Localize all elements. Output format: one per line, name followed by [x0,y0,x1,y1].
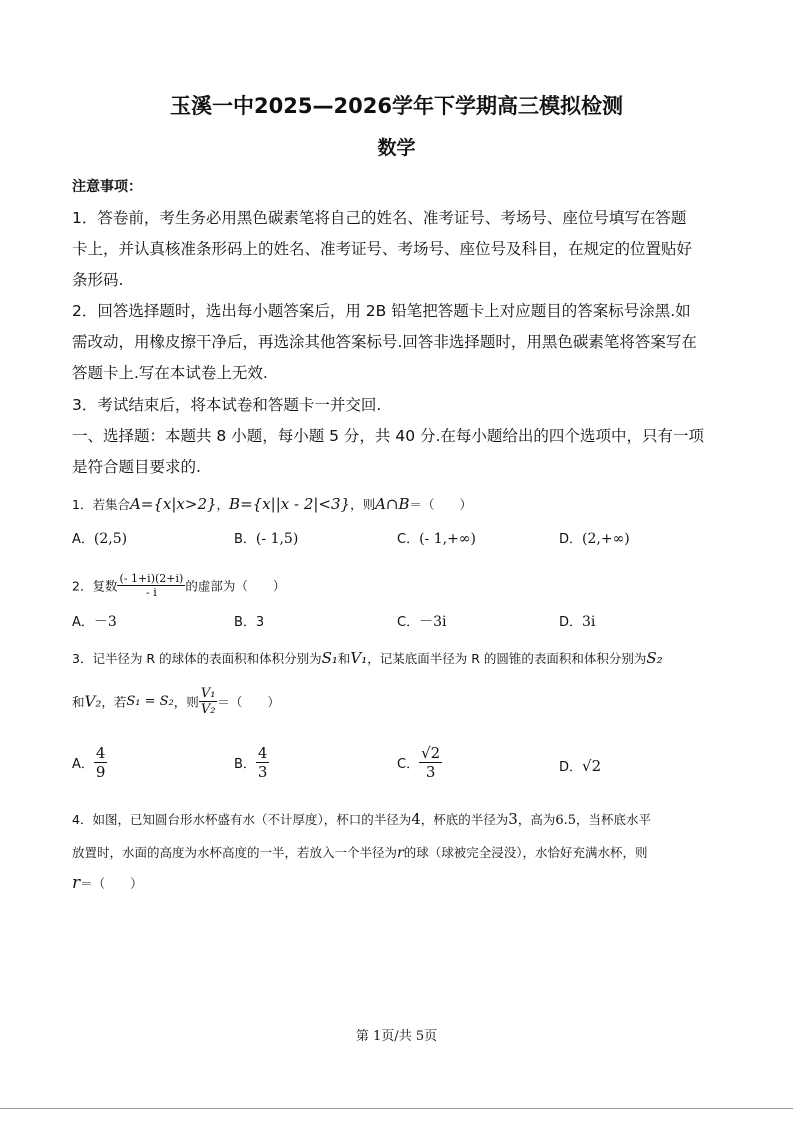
q1-set-b: B={x||x - 2|<3} [229,495,351,513]
q1-then: ，则 [350,497,376,512]
q4-ball-radius: r [397,845,404,861]
q3-ratio-fraction: $\frac{\text{V₁}}{\text{V₂}}$ [200,686,216,717]
q2-prefix: 2．复数 [72,578,118,594]
notice-item-2-line-1: 2．回答选择题时，选出每小题答案后，用 2B 铅笔把答题卡上对应题目的答案标号涂黑.如 [72,302,691,320]
section-heading-line-1: 一、选择题：本题共 8 小题，每小题 5 分，共 40 分.在每小题给出的四个选项中，只有一项 [72,427,704,445]
q1-expression: A∩B [375,495,410,513]
q2-suffix: 的虚部为（ ） [185,578,286,594]
q1-prefix: 1．若集合 [72,497,130,512]
q4-bottom-radius: 3 [508,810,518,828]
page-number: 第 1页/共 5页 [355,1029,438,1044]
question-2 [72,572,285,599]
question-4-line-1: 4．如图，已知圆台形水杯盛有水（不计厚度），杯口的半径为4，杯底的半径为3，高为6.5，当杯底水平 [72,810,652,828]
question-1 [72,495,472,513]
q4-top-radius: 4 [411,810,421,828]
q3-v1: V₁ [350,649,368,667]
q2-option-c: C．－3i [397,614,447,630]
q2-option-b: B．3 [234,615,265,630]
notice-item-1-line-2: 卡上，并认真核准条形码上的姓名、准考证号、考场号、座位号及科目，在规定的位置贴好 [72,240,693,258]
q3-option-d: D．√2 [559,757,602,775]
question-3-line-2: 和V₂，若S₁ = S₂，则 $\frac{\text{V₁}}{\text{V₂}}$ ＝（ ） [72,686,280,717]
notice-heading: 注意事项： [72,179,142,195]
q3-option-a: A． $\frac{4}{9}$ [72,744,106,781]
q2-option-d: D．3i [559,614,596,630]
q1-blank: ＝（ ） [409,497,473,512]
q3-s2: S₂ [646,649,663,667]
notice-item-1-line-3: 条形码. [72,271,124,289]
q3-option-c: C． $\frac{√2}{3}$ [397,744,441,781]
notice-item-2-line-3: 答题卡上.写在本试卷上无效. [72,364,268,382]
q3-v2: V₂ [84,692,102,711]
q3-option-b: B． $\frac{4}{3}$ [234,744,268,781]
q3-condition: S₁ = S₂ [126,694,174,709]
question-4-line-2: 放置时，水面的高度为水杯高度的一半，若放入一个半径为r的球（球被完全浸没），水恰好充满水杯，则 [72,845,648,861]
q2-numerator: (- 1+i)(2+i) [119,572,184,585]
q1-option-a: A．(2,5) [72,531,128,547]
exam-title: 玉溪一中2025—2026学年下学期高三模拟检测 [170,94,623,118]
q1-option-b: B．(- 1,5) [234,531,299,547]
q3-s1: S₁ [321,649,338,667]
notice-item-3: 3．考试结束后，将本试卷和答题卡一并交回. [72,396,382,414]
q1-option-d: D．(2,+∞) [559,531,630,547]
notice-item-1-line-1: 1．答卷前，考生务必用黑色碳素笔将自己的姓名、准考证号、考场号、座位号填写在答题 [72,209,687,227]
subject-title: 数学 [377,137,416,159]
section-heading-line-2: 是符合题目要求的. [72,458,201,476]
q2-option-a: A．－3 [72,614,117,630]
question-3-line-1: 3．记半径为 R 的球体的表面积和体积分别为S₁和V₁，记某底面半径为 R 的圆锥的表面积和体积分别为S₂ [72,649,663,667]
q4-answer-var: r [72,873,81,893]
q1-set-a: A={x|x>2} [129,495,217,513]
question-4-line-3: r＝（ ） [72,873,143,893]
q2-fraction [117,572,185,599]
q4-height: 6.5 [555,813,577,828]
notice-item-2-line-2: 需改动，用橡皮擦干净后，再选涂其他答案标号.回答非选择题时，用黑色碳素笔将答案写在 [72,333,697,351]
bottom-divider [0,1108,793,1109]
q1-option-c: C．(- 1,+∞) [397,531,476,547]
q1-comma: ， [216,497,230,512]
q2-denominator: - i [146,586,157,599]
q3-blank: ＝（ ） [217,694,280,710]
